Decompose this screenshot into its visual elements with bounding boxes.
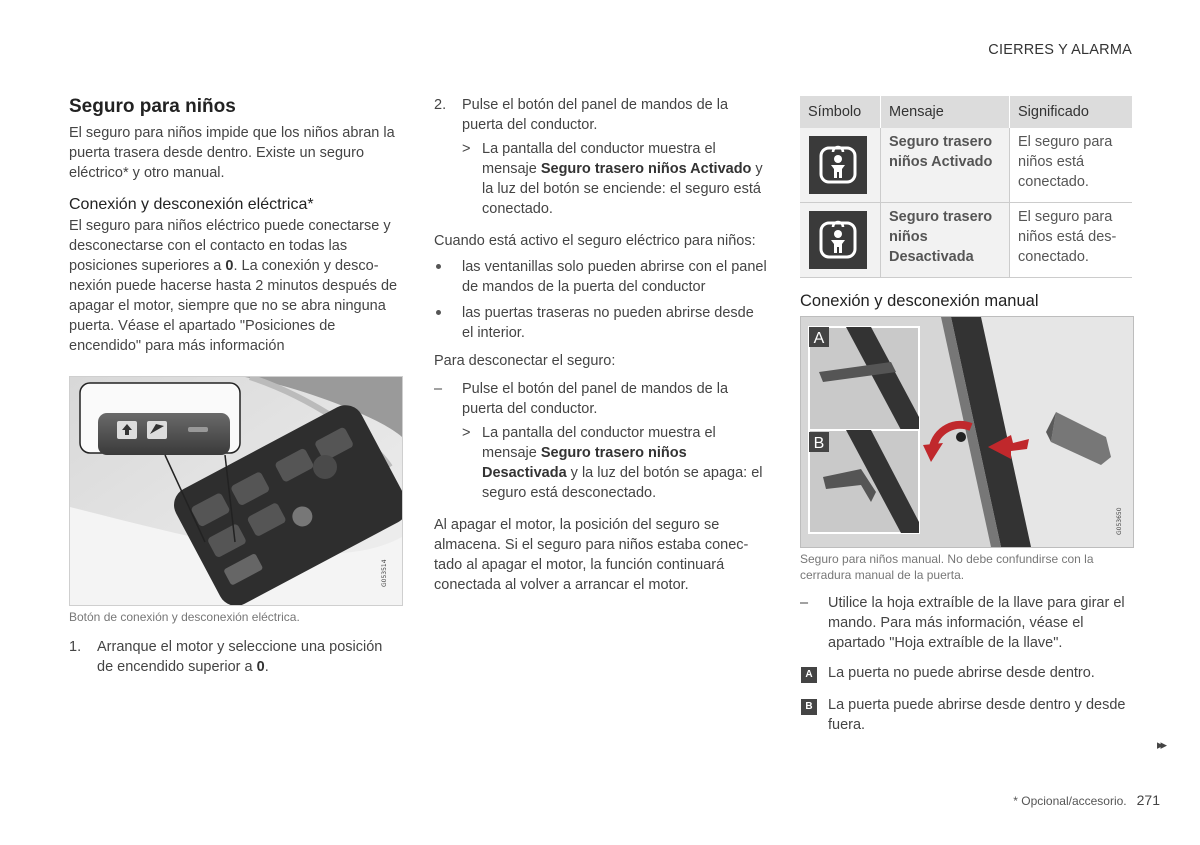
- legend-item-a: A La puerta no puede abrirse desde dentro.: [800, 663, 1132, 683]
- continue-marker-icon: ▸▸: [1156, 737, 1164, 752]
- bullet-item: las puertas traseras no pueden abrirse desde el interior.: [434, 303, 769, 343]
- table-header: Significado: [1010, 96, 1133, 128]
- column-1: [69, 95, 399, 677]
- figure-label-a: A: [813, 330, 825, 347]
- manual-subtitle: Conexión y desconexión manual: [800, 292, 1039, 310]
- table-cell: Seguro trasero niños Desactivada: [881, 203, 1010, 278]
- manual-step: – Utilice la hoja extraíble de la llave para girar el mando. Para más información, véase el apartado "Hoja extraíble de la llave".: [800, 595, 1125, 651]
- page-title: Seguro para niños: [69, 96, 236, 117]
- table-cell: El seguro para niños está desconectado.: [1010, 203, 1133, 278]
- page-number: 271: [1136, 792, 1160, 808]
- column-2: [434, 95, 769, 595]
- electric-figure-caption: Botón de conexión y desconexión eléctrica.: [69, 610, 300, 624]
- step-1: 1. Arranque el motor y seleccione una posición de encendido superior a 0.: [69, 639, 383, 675]
- footer-note: * Opcional/accesorio.: [1013, 794, 1127, 808]
- page-footer: [1013, 790, 1160, 811]
- figure-code: G053514: [381, 559, 388, 587]
- step-2-result: > La pantalla del conductor muestra el mensaje Seguro trasero niños Activado y la luz del botón se enciende: el seguro está conectado.: [462, 141, 763, 217]
- step-2: 2. Pulse el botón del panel de mandos de la puerta del conductor.: [434, 97, 729, 133]
- legend-item-b: B La puerta puede abrirse desde dentro y desde fuera.: [800, 695, 1132, 735]
- disconnect-intro: Para desconectar el seguro:: [434, 353, 616, 369]
- table-row: [800, 128, 1132, 203]
- child-lock-inactive-icon: [809, 211, 867, 269]
- intro-paragraph: El seguro para niños impide que los niños abran la puerta trasera desde dentro. Existe un seguro eléctrico* y otro manual.: [69, 125, 395, 181]
- electric-paragraph: El seguro para niños eléctrico puede conectarse y desconectarse con el contacto en todas las posiciones superiores a 0. La conexión y desconexión puede hacerse hasta 2 minutos después de apagar el motor, siempre que no se abra ninguna puerta. Véase el apartado "Posiciones de encendido" para más información: [69, 218, 398, 354]
- electric-button-figure: [69, 376, 403, 606]
- electric-subtitle: Conexión y desconexión eléctrica*: [69, 196, 314, 213]
- table-cell: Seguro trasero niños Activado: [881, 128, 1010, 203]
- disconnect-step: – Pulse el botón del panel de mandos de la puerta del conductor.: [434, 381, 729, 417]
- symbol-table: [800, 96, 1132, 278]
- section-header: CIERRES Y ALARMA: [988, 42, 1132, 58]
- table-header: Símbolo: [800, 96, 881, 128]
- manual-lock-figure: [800, 316, 1134, 548]
- table-cell: El seguro para niños está conectado.: [1010, 128, 1133, 203]
- child-lock-active-icon: [809, 136, 867, 194]
- table-header: Mensaje: [881, 96, 1010, 128]
- table-row: [800, 203, 1132, 278]
- figure-label-b: B: [813, 435, 825, 452]
- manual-figure-caption: Seguro para niños manual. No debe confundirse con la cerradura manual de la puerta.: [800, 552, 1094, 582]
- column-3: [800, 96, 1132, 735]
- active-intro: Cuando está activo el seguro eléctrico para niños:: [434, 233, 756, 249]
- bullet-item: las ventanillas solo pueden abrirse con el panel de mandos de la puerta del conductor: [434, 257, 769, 297]
- disconnect-result: > La pantalla del conductor muestra el mensaje Seguro trasero niños Desactivada y la luz del botón se apaga: el seguro está desconectado.: [462, 425, 763, 501]
- figure-code: G053650: [1116, 507, 1123, 535]
- closing-paragraph: Al apagar el motor, la posición del seguro se almacena. Si el seguro para niños estaba conectado al apagar el motor, la función continuará conectada al volver a arrancar el motor.: [434, 517, 749, 593]
